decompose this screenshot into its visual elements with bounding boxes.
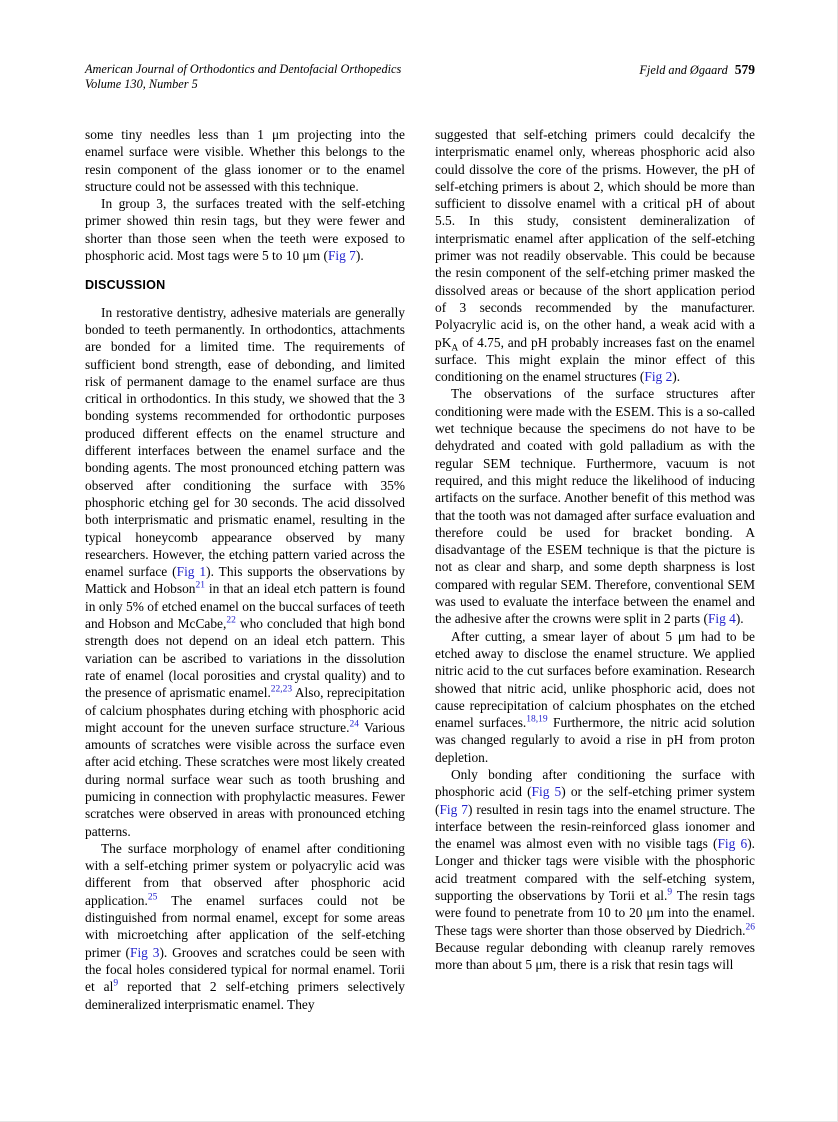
text-run: suggested that self-etching primers could decalcify the interprismatic enamel only, whereas phosphoric acid also could dissolve the core of the prisms. However, the pH of self-etching primers is about 2, which should be more than sufficient to dissolve enamel with a critical pH of about 5.5. In this study, consistent demineralization of interprismatic enamel after application of the self-etching primer was not readily observable. This could be because the resin component of the self-etching primer masked the dissolved areas or because of the short application period of 3 seconds recommended by the manufacturer. Polyacrylic acid is, on the other hand, a weak acid with a pK [435,127,755,350]
subscript-text: A [451,343,459,354]
text-run: Also, reprecipitation of calcium phosphates during etching with phosphoric acid might account for the uneven surface structure. [85,685,405,735]
text-run: Only bonding after conditioning the surface with phosphoric acid ( [435,766,755,800]
text-run: ). [355,248,364,264]
text-run: The observations of the surface structures after conditioning were made with the ESEM. This is a so-called wet technique because the specimens do not have to be dehydrated and coated with gold palladium as with the regular SEM technique. Furthermore, vacuum is not required, and this might reduce the likelihood of inducing artifacts on the surface. Another benefit of this method was that the tooth was not damaged after surface evaluation and therefore could be used for bracket bonding. A disadvantage of the ESEM technique is that the picture is not as clear and sharp, and some depth sharpness is lost compared with regular SEM. Therefore, conventional SEM was used to evaluate the interface between the enamel and the adhesive after the crowns were split in 2 parts ( [435,386,755,627]
text-run: ). Longer and thicker tags were visible with the phosphoric acid treatment compared with the self-etching system, supporting the observations by Torii et al. [435,836,756,904]
text-run: Furthermore, the nitric acid solution was changed regularly to avoid a rise in pH from proton depletion. [435,715,755,765]
text-run: The enamel surfaces could not be distinguished from normal enamel, except for some areas with microetching after application of the self-etching primer ( [85,892,405,960]
article-body [85,126,755,1013]
text-run: The surface morphology of enamel after conditioning with a self-etching primer system or polyacrylic acid was different from that observed after phosphoric acid application. [85,840,405,908]
reference-citation-link[interactable]: 25 [147,892,158,903]
running-head [639,62,755,78]
text-run: ). [672,369,681,385]
figure-link[interactable]: Fig 2 [644,369,673,385]
paragraph [85,840,405,1013]
right-column [435,126,755,1013]
text-run: reported that 2 self-etching primers selectively demineralized interprismatic enamel. They [85,979,405,1012]
text-run: After cutting, a smear layer of about 5 μm had to be etched away to disclose the enamel structure. We applied nitric acid to the cut surfaces before examination. Research showed that nitric acid, unlike phosphoric acid, does not cause reprecipitation of calcium phosphates on the etched enamel surfaces. [435,628,755,731]
paragraph [85,126,405,195]
page-header [85,62,755,92]
text-run: In restorative dentistry, adhesive materials are generally bonded to teeth permanently. In orthodontics, attachments are bonded for a limited time. The requirements of sufficient bond strength, ease of debonding, and limited risk of permanent damage to the enamel surface are thus critical in orthodontics. In this study, we showed that the 3 bonding systems recommended for orthodontic purposes produced different effects on the enamel structure and different interfaces between the enamel surface and the bonding agents. The most pronounced etching pattern was observed after conditioning the surface with 35% phosphoric etching gel for 30 seconds. The acid dissolved both interprismatic and prismatic enamel, resulting in the typical honeycomb appearance observed by many researchers. However, the etching pattern varied across the enamel surface ( [85,304,405,580]
figure-link[interactable]: Fig 6 [717,836,748,852]
text-run: ). This supports the observations by Mattick and Hobson [85,564,405,597]
figure-link[interactable]: Fig 3 [130,944,160,960]
paragraph [435,126,755,385]
page-number: 579 [734,62,755,77]
journal-title: American Journal of Orthodontics and Dentofacial Orthopedics [85,62,402,76]
volume-line: Volume 130, Number 5 [85,77,198,91]
reference-citation-link[interactable]: 21 [195,580,205,591]
reference-citation-link[interactable]: 22,23 [270,684,293,695]
figure-link[interactable]: Fig 5 [531,784,562,800]
paragraph [435,628,755,766]
paragraph [85,304,405,840]
text-run: Because regular debonding with cleanup rarely removes more than about 5 μm, there is a risk that resin tags will [435,939,755,973]
running-authors: Fjeld and Øgaard [639,63,728,77]
text-run: of 4.75, and pH probably increases fast on the enamel surface. This might explain the minor effect of this conditioning on the enamel structures ( [435,334,755,385]
figure-link[interactable]: Fig 7 [327,248,356,264]
figure-link[interactable]: Fig 1 [176,564,207,580]
text-run: who concluded that high bond strength does not depend on an ideal etch pattern. This variation can be ascribed to variations in the dissolution rate of enamel (local porosities and crystal quality) and to the presence of aprismatic enamel. [85,616,405,701]
text-run: ) or the self-etching primer system ( [435,784,756,817]
text-run: in that an ideal etch pattern is found in only 5% of etched enamel on the buccal surfaces of teeth and Hobson and McCabe, [85,581,406,632]
reference-citation-link[interactable]: 9 [113,978,119,989]
figure-link[interactable]: Fig 4 [707,611,736,627]
text-run: Various amounts of scratches were visible across the surface even after acid etching. These scratches were most likely created during normal surface wear such as tooth brushing and pumicing in connection with prophylactic measures. Fewer scratches were observed in areas with pronounced etching patterns. [85,719,406,839]
text-run: ). Grooves and scratches could be seen with the focal holes considered typical for normal enamel. Torii et al [85,944,406,995]
text-run: In group 3, the surfaces treated with the self-etching primer showed thin resin tags, but they were fewer and shorter than those seen when the teeth were exposed to phosphoric acid. Most tags were 5 to 10 μm ( [85,196,405,264]
left-column [85,126,405,1013]
paragraph [85,195,405,264]
reference-citation-link[interactable]: 9 [667,887,673,898]
reference-citation-link[interactable]: 26 [745,922,755,933]
reference-citation-link[interactable]: 22 [226,615,236,626]
figure-link[interactable]: Fig 7 [439,801,468,817]
text-run: some tiny needles less than 1 μm projecting into the enamel surface were visible. Whether this belongs to the resin component of the glass ionomer or to the enamel structure could not be assessed with this technique. [85,127,405,194]
paragraph [435,385,755,627]
section-heading: DISCUSSION [85,278,166,293]
text-run: ) resulted in resin tags into the enamel structure. The interface between the resin-reinforced glass ionomer and the enamel was almost even with no visible tags ( [435,801,755,852]
reference-citation-link[interactable]: 18,19 [526,714,548,725]
reference-citation-link[interactable]: 24 [349,719,359,730]
page-content [85,62,755,1013]
text-run: The resin tags were found to penetrate from 10 to 20 μm into the enamel. These tags were shorter than those observed by Diedrich. [435,888,756,938]
paragraph [435,766,755,974]
journal-info [85,62,401,92]
text-run: ). [735,611,744,627]
